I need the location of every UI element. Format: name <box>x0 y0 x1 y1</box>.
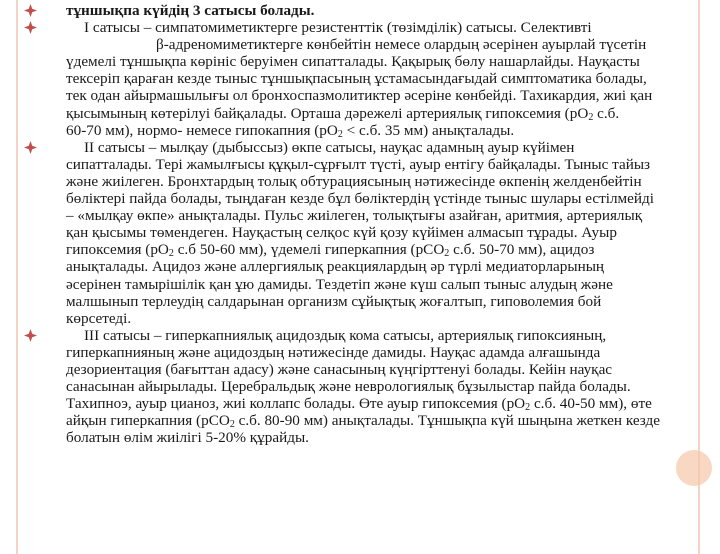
list-item <box>22 139 662 327</box>
quad-bullet-icon <box>24 141 37 154</box>
subscript: 2 <box>337 128 343 140</box>
list-item <box>22 19 662 139</box>
subscript: 2 <box>229 419 235 431</box>
text-run: с.б. 50-70 мм), ацидоз анықталады. Ацидоз және аллергиялық реакциялардың әр түрлі медиаторларының әсерінен тамырішілік қан ұю дамиды. Тездетіп және күш салып тыныс алудың және малшынып терлеудің салдарынан организм сұйықтық жоғалтып, гиповолемия бой көрсетеді. <box>66 241 613 327</box>
text-run: < с.б. 35 мм) анықталады. <box>342 121 515 139</box>
text-run: II сатысы – мылқау (дыбыссыз) өкпе сатысы, науқас адамның ауыр күйімен сипатталады. Тері жамылғысы құқыл-сұрғылт түсті, ауыр ентігу байқалады. Тыныс тайыз және жиілеген. Бронхтардың толық обтурациясының нәтижесінде өкпенің желденбейтін бөліктері пайда болады, тыңдаған кезде бұл бөліктердің үстінде тыныс шулары естілмейді – «мылқау өкпе» анықталады. Пульс жиілеген, толықтығы азайған, аритмия, артериялық қан қысымы төмендеген. Науқастың селқос күй қозу күйімен алмасып тұрады. Ауыр гипоксемия (рО <box>66 138 654 259</box>
paragraph-stage-1 <box>66 19 662 139</box>
quad-bullet-icon <box>24 21 37 34</box>
list-item <box>22 2 662 19</box>
subscript: 2 <box>588 111 594 123</box>
quad-bullet-icon <box>24 4 37 17</box>
list-item <box>22 327 662 447</box>
decorative-circle <box>676 450 712 486</box>
text-run: с.б 50-60 мм), үдемелі гиперкапния (рСО <box>173 241 445 259</box>
text-run: с.б. 80-90 мм) анықталады. Тұншықпа күй шыңына жеткен кезде болатын өлім жиілігі 5-20% құрайды. <box>66 412 660 447</box>
quad-bullet-icon <box>24 329 37 342</box>
paragraph-stage-3 <box>66 327 662 447</box>
paragraph-heading: тұншықпа күйдің 3 сатысы болады. <box>66 2 315 19</box>
text-run: I сатысы – симпатомиметиктерге резистенттік (төзімділік) сатысы. Селективті <box>84 19 592 37</box>
text-run: III сатысы – гиперкапниялық ацидоздық кома сатысы, артериялық гипоксияның, гиперкапнияның және ацидоздың нәтижесінде дамиды. Науқас адамда алғашында дезориентация (бағыттан адасу) және санасының күңгірттенуі болады. Кейін науқас санасынан айырылады. Церебральдық және неврологиялық бұзылыстар пайда болады. Тахипноэ, ауыр цианоз, жиі коллапс болады. Өте ауыр гипоксемия (рО <box>66 326 631 413</box>
subscript: 2 <box>168 248 174 260</box>
subscript: 2 <box>525 402 531 414</box>
text-run: 60-70 мм), нормо- немесе гипокапния (рО <box>66 121 338 139</box>
text-run: с.б. 40-50 мм), өте айқын гиперкапния (рСО <box>66 395 652 430</box>
text-run: β-адреномиметиктерге көнбейтін немесе олардың әсерінен ауырлай түсетін үдемелі тұншықпа көрініс беруімен сипатталады. Қақырық бөлу нашарлайды. Науқасты тексеріп қараған кезде тыныс тұншықпасының ұстамасындағыдай симптоматика болады, тек одан айырмашылығы ол бронхоспазмолитиктер әсеріне көнбейді. Тахикардия, жиі қан қысымының көтерілуі байқалады. Орташа дәрежелі артериялық гипоксемия (рО <box>66 36 653 122</box>
paragraph-stage-2 <box>66 139 662 327</box>
document-body <box>22 2 662 446</box>
subscript: 2 <box>444 248 450 260</box>
text-run: с.б. <box>593 104 620 122</box>
